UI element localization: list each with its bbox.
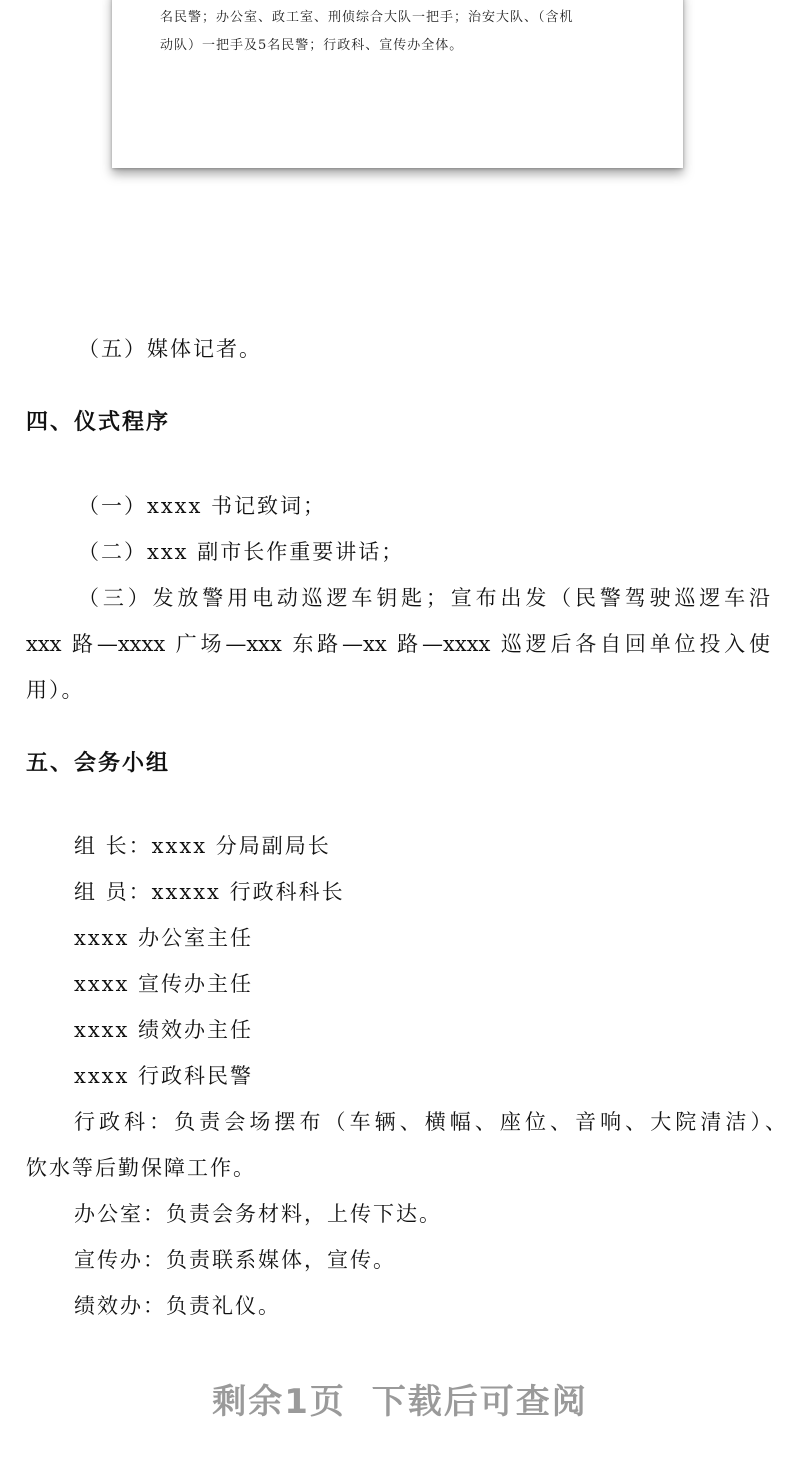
group-member-row: xxxx 行政科民警 <box>74 1064 254 1088</box>
card-line-1: 名民警；办公室、政工室、刑侦综合大队一把手；治安大队、（含机 <box>160 10 574 25</box>
section-heading-ceremony: 四、仪式程序 <box>26 410 171 435</box>
group-member-row: xxxx 绩效办主任 <box>74 1018 254 1042</box>
duty-admin-line-1: 行政科：负责会场摆布（车辆、横幅、座位、音响、大院清洁）、 <box>74 1110 786 1134</box>
duty-performance: 绩效办：负责礼仪。 <box>74 1294 281 1318</box>
group-member: 组 员：xxxxx 行政科科长 <box>74 880 345 904</box>
card-text <box>160 4 660 60</box>
ceremony-item-3-line-1: （三）发放警用电动巡逻车钥匙；宣布出发（民警驾驶巡逻车沿 <box>78 586 770 610</box>
group-member-row: xxxx 办公室主任 <box>74 926 254 950</box>
ceremony-item-3-line-2: xxx 路—xxxx 广场—xxx 东路—xx 路—xxxx 巡逻后各自回单位投入使 <box>26 632 770 656</box>
group-member-row: xxxx 宣传办主任 <box>74 972 254 996</box>
document-preview-card <box>112 0 683 168</box>
ceremony-item-1: （一）xxxx 书记致词； <box>78 494 327 518</box>
card-line-2: 动队）一把手及5名民警；行政科、宣传办全体。 <box>160 38 464 53</box>
download-prompt[interactable]: 剩余1页 下载后可查阅 <box>212 1382 588 1422</box>
media-reporters-item: （五）媒体记者。 <box>78 337 262 361</box>
ceremony-item-2: （二）xxx 副市长作重要讲话； <box>78 540 405 564</box>
ceremony-item-3-line-3: 用）。 <box>26 678 85 702</box>
duty-publicity: 宣传办：负责联系媒体，宣传。 <box>74 1248 396 1272</box>
group-leader: 组 长：xxxx 分局副局长 <box>74 834 331 858</box>
duty-office: 办公室：负责会务材料，上传下达。 <box>74 1202 442 1226</box>
section-heading-meeting-group: 五、会务小组 <box>26 751 171 776</box>
duty-admin-line-2: 饮水等后勤保障工作。 <box>26 1156 256 1180</box>
